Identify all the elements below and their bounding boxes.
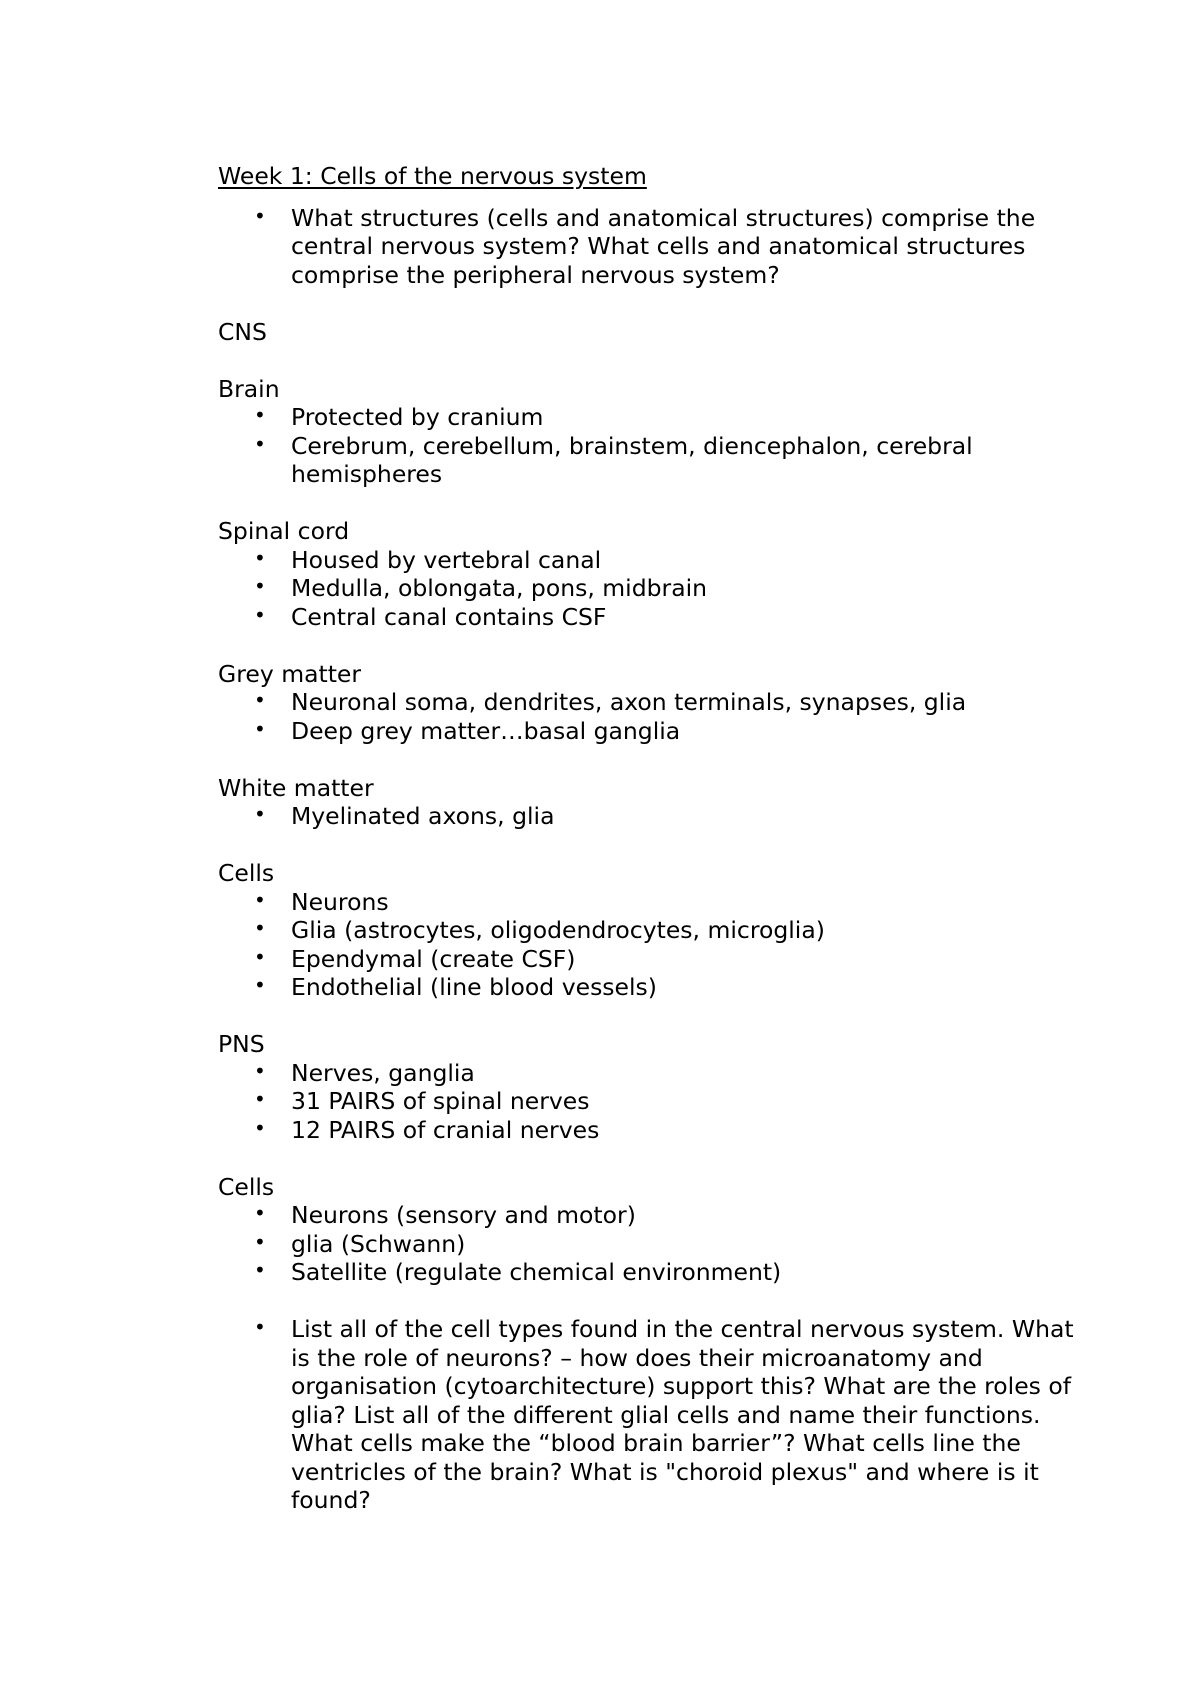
list-item: • Glia (astrocytes, oligodendrocytes, microglia) (218, 916, 1098, 945)
list-item: • 12 PAIRS of cranial nerves (218, 1116, 1098, 1145)
section-heading: Cells (218, 859, 275, 887)
question-list (218, 1315, 1098, 1515)
section-heading: Spinal cord (218, 517, 350, 545)
bullet-list (218, 546, 1098, 632)
bullet-list (218, 1201, 1098, 1287)
bullet-list (218, 403, 1098, 489)
section-pns-cells (218, 1173, 1098, 1287)
list-item: • Satellite (regulate chemical environment) (218, 1258, 1098, 1287)
section-heading: Cells (218, 1172, 275, 1201)
question-item: • What structures (cells and anatomical structures) comprise the central nervous system? What cells and anatomical structures comprise the peripheral nervous system? (218, 204, 1098, 290)
list-item: • Neuronal soma, dendrites, axon terminals, synapses, glia (218, 688, 1098, 717)
bullet-list (218, 888, 1098, 1002)
section-heading: Grey matter (218, 659, 362, 688)
document-page (218, 162, 1098, 1515)
list-item: • Endothelial (line blood vessels) (218, 973, 1098, 1002)
section-heading-cns: CNS (218, 317, 267, 346)
section-cns-cells (218, 859, 1098, 1002)
list-item: • Housed by vertebral canal (218, 546, 1098, 575)
list-item: • Medulla, oblongata, pons, midbrain (218, 574, 1098, 603)
document-title: Week 1: Cells of the nervous system (218, 162, 647, 190)
section-heading: White matter (218, 773, 374, 802)
list-item: • Ependymal (create CSF) (218, 945, 1098, 974)
spacer (218, 289, 1098, 318)
bullet-list (218, 1059, 1098, 1145)
question-item: • List all of the cell types found in the central nervous system. What is the role of neurons? – how does their microanatomy and organisation (cytoarchitecture) support this? What are the roles of glia? List all of the different glial cells and name their functions. What cells make the “blood brain barrier”? What cells line the ventricles of the brain? What is "choroid plexus" and where is it found? (218, 1315, 1098, 1515)
section-heading: PNS (218, 1030, 265, 1058)
bullet-list (218, 688, 1098, 745)
cns-heading-block (218, 318, 1098, 347)
section-brain (218, 375, 1098, 489)
section-heading: Brain (218, 374, 280, 403)
section-white-matter (218, 774, 1098, 831)
list-item: • Protected by cranium (218, 403, 1098, 432)
list-item: • Nerves, ganglia (218, 1059, 1098, 1088)
section-pns (218, 1030, 1098, 1144)
section-grey-matter (218, 660, 1098, 746)
section-spinal-cord (218, 517, 1098, 631)
list-item: • Neurons (218, 888, 1098, 917)
list-item: • 31 PAIRS of spinal nerves (218, 1087, 1098, 1116)
list-item: • glia (Schwann) (218, 1230, 1098, 1259)
list-item: • Myelinated axons, glia (218, 802, 1098, 831)
list-item: • Neurons (sensory and motor) (218, 1201, 1098, 1230)
list-item: • Deep grey matter…basal ganglia (218, 717, 1098, 746)
question-list (218, 204, 1098, 290)
list-item: • Central canal contains CSF (218, 603, 1098, 632)
bullet-list (218, 802, 1098, 831)
list-item: • Cerebrum, cerebellum, brainstem, diencephalon, cerebral hemispheres (218, 432, 1098, 489)
